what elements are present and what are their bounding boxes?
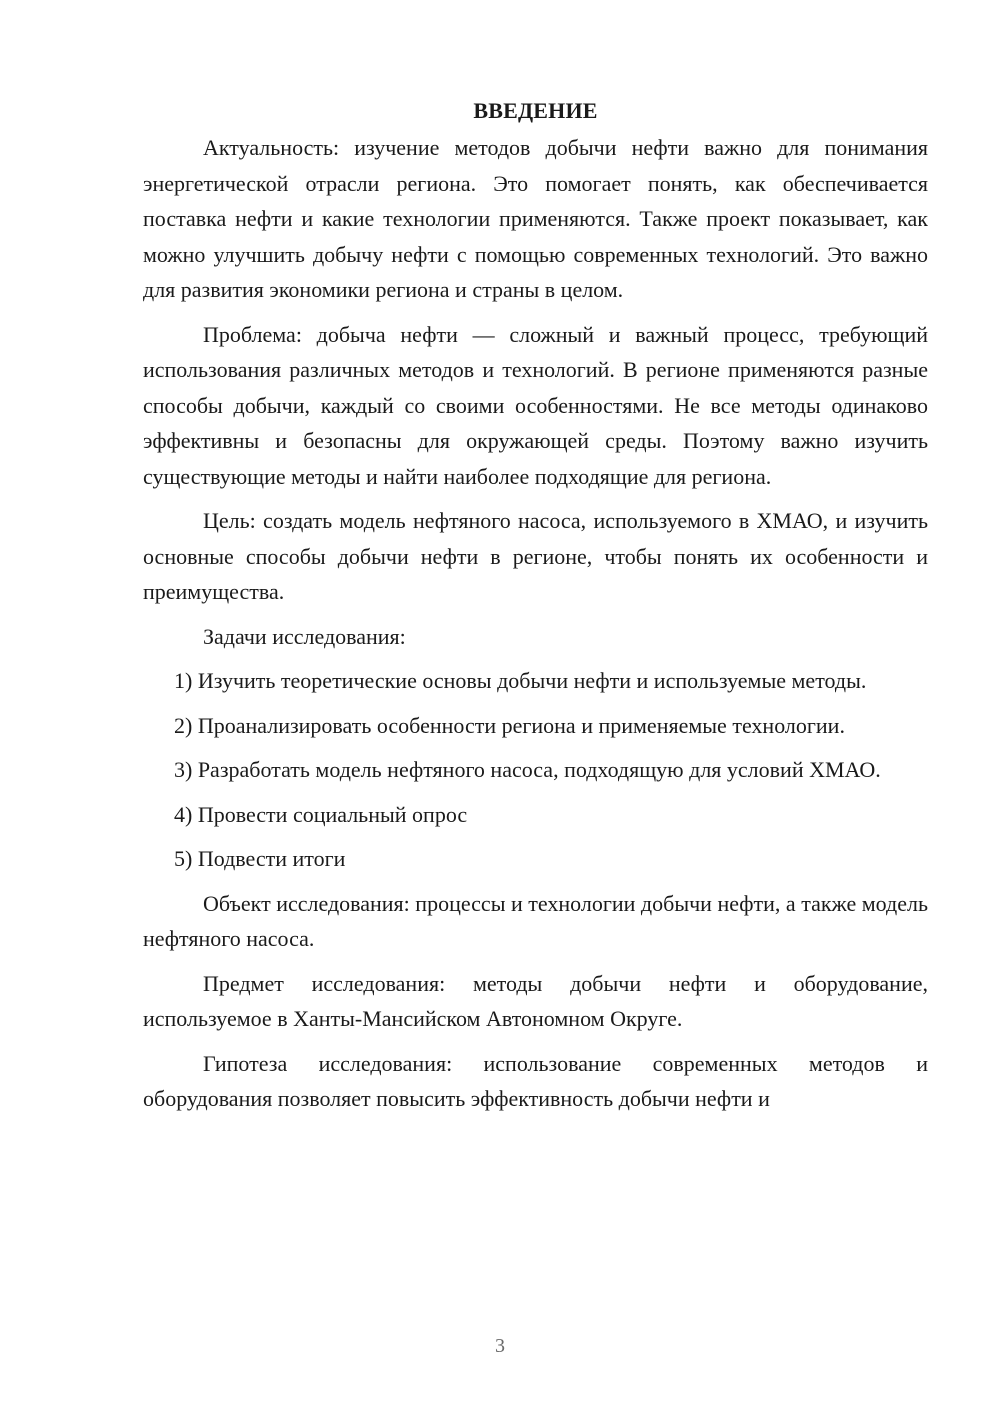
paragraph-hypothesis: Гипотеза исследования: использование современных методов и оборудования позволяет повысить эффективность добычи нефти и <box>143 1050 928 1111</box>
paragraph-subject: Предмет исследования: методы добычи нефти и оборудование, используемое в Ханты-Мансийском Автономном Округе. <box>143 970 928 1031</box>
page-number: 3 <box>495 1335 505 1357</box>
task-item-1: 1) Изучить теоретические основы добычи нефти и используемые методы. <box>174 668 867 693</box>
task-item-3: 3) Разработать модель нефтяного насоса, подходящую для условий ХМАО. <box>174 757 881 782</box>
task-item-4: 4) Провести социальный опрос <box>174 801 468 827</box>
paragraph-problem: Проблема: добыча нефти — сложный и важный процесс, требующий использования различных методов и технологий. В регионе применяются разные способы добычи, каждый со своими особенностями. Не все методы одинаково эффективны и безопасны для окружающей среды. Поэтому важно изучить существующие методы и найти наиболее подходящие для региона. <box>143 321 928 489</box>
tasks-heading: Задачи исследования: <box>203 623 406 649</box>
task-item-2: 2) Проанализировать особенности региона и применяемые технологии. <box>174 712 845 738</box>
paragraph-relevance: Актуальность: изучение методов добычи нефти важно для понимания энергетической отрасли региона. Это помогает понять, как обеспечивается поставка нефти и какие технологии применяются. Также проект показывает, как можно улучшить добычу нефти с помощью современных технологий. Это важно для развития экономики региона и страны в целом. <box>143 135 928 302</box>
page-content <box>143 96 928 1117</box>
paragraph-object: Объект исследования: процессы и технологии добычи нефти, а также модель нефтяного насоса. <box>143 890 928 951</box>
section-title: ВВЕДЕНИЕ <box>473 98 598 123</box>
paragraph-goal: Цель: создать модель нефтяного насоса, используемого в ХМАО, и изучить основные способы добычи нефти в регионе, чтобы понять их особенности и преимущества. <box>143 508 928 604</box>
task-item-5: 5) Подвести итоги <box>174 846 346 871</box>
